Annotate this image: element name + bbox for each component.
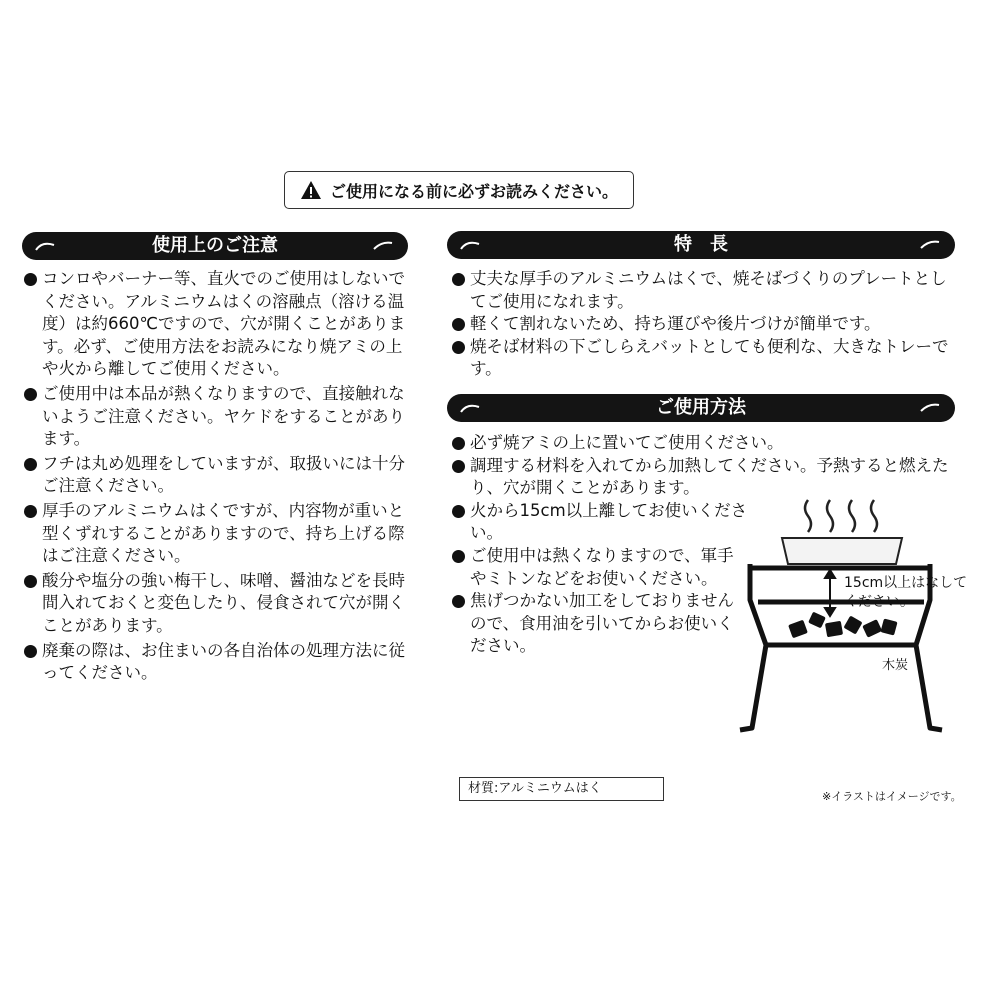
swoosh-decoration-icon — [372, 239, 394, 253]
distance-arrow-icon — [825, 570, 835, 616]
usage-header — [447, 394, 955, 422]
swoosh-decoration-icon — [459, 401, 481, 415]
list-item: 厚手のアルミニウムはくですが、内容物が重いと型くずれすることがありますので、持ち上げる際はご注意ください。 — [24, 500, 416, 568]
list-item: ご使用中は熱くなりますので、軍手やミトンなどをお使いください。 — [452, 545, 740, 590]
list-item: 焼そば材料の下ごしらえバットとしても便利な、大きなトレーです。 — [452, 336, 952, 381]
list-item: 必ず焼アミの上に置いてご使用ください。 — [452, 432, 960, 455]
swoosh-decoration-icon — [34, 239, 56, 253]
list-item: フチは丸め処理をしていますが、取扱いには十分ご注意ください。 — [24, 453, 416, 498]
list-item: 火から15cm以上離してお使いください。 — [452, 500, 770, 545]
heat-waves-icon — [805, 500, 877, 532]
features-header — [447, 231, 955, 259]
charcoal-label: 木炭 — [882, 658, 909, 673]
swoosh-decoration-icon — [919, 238, 941, 252]
list-item: ご使用中は本品が熱くなりますので、直接触れないようご注意ください。ヤケドをすることがあります。 — [24, 383, 416, 451]
list-item: 酸分や塩分の強い梅干し、味噌、醤油などを長時間入れておくと変色したり、侵食されて穴が開くことがあります。 — [24, 570, 416, 638]
swoosh-decoration-icon — [919, 401, 941, 415]
tray-icon — [782, 538, 902, 564]
distance-label-cont: ください。 — [844, 594, 914, 610]
list-item: 軽くて割れないため、持ち運びや後片づけが簡単です。 — [452, 313, 952, 336]
list-item: 丈夫な厚手のアルミニウムはくで、焼そばづくりのプレートとしてご使用になれます。 — [452, 268, 952, 313]
material-box: 材質:アルミニウムはく — [459, 777, 664, 801]
warning-icon — [300, 180, 322, 200]
swoosh-decoration-icon — [459, 238, 481, 252]
grill-illustration — [730, 490, 990, 750]
list-item: コンロやバーナー等、直火でのご使用はしないでください。アルミニウムはくの溶融点（溶ける温度）は約660℃ですので、穴が開くことがあります。必ず、ご使用方法をお読みになり焼アミの上や火から離してご使用ください。 — [24, 268, 416, 381]
precautions-title: 使用上のご注意 — [152, 235, 278, 256]
features-list — [452, 268, 952, 381]
list-item: 焦げつかない加工をしておりませんので、食用油を引いてからお使いください。 — [452, 590, 740, 658]
warning-box — [284, 171, 634, 209]
distance-label: 15cm以上はなして — [844, 575, 968, 591]
warning-text: ご使用になる前に必ずお読みください。 — [329, 181, 618, 201]
list-item: 廃棄の際は、お住まいの各自治体の処理方法に従ってください。 — [24, 640, 416, 685]
usage-title: ご使用方法 — [656, 397, 746, 418]
precautions-header — [22, 232, 408, 260]
charcoal-icon — [788, 612, 897, 639]
precautions-list — [24, 268, 416, 687]
list-item: 調理する材料を入れてから加熱してください。予熱すると燃えたり、穴が開くことがあります。 — [452, 455, 960, 500]
features-title: 特 長 — [674, 234, 728, 255]
illustration-note: ※イラストはイメージです。 — [822, 790, 962, 803]
